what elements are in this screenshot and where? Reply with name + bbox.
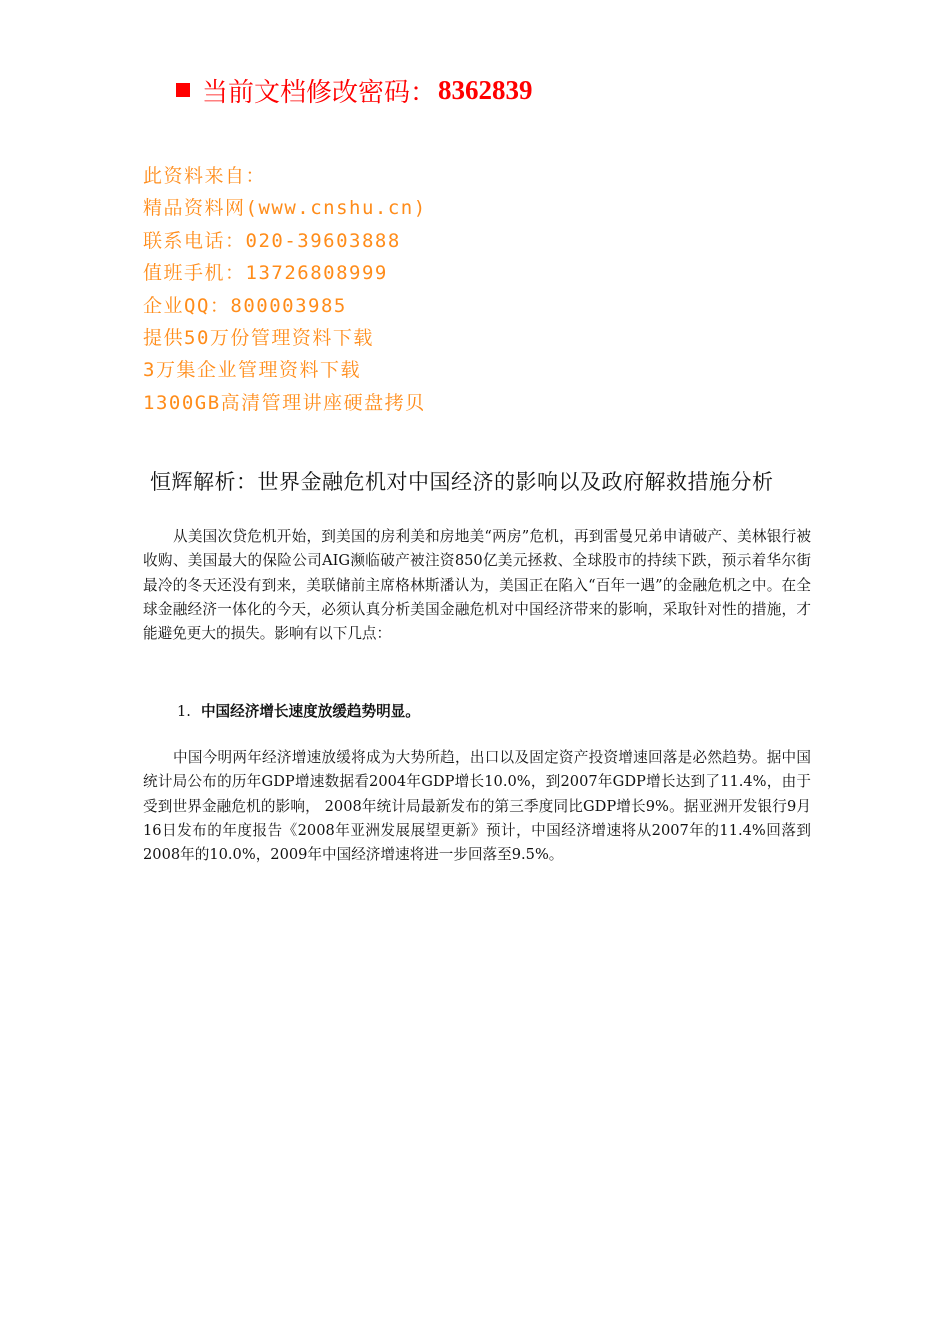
source-qq: 企业QQ：800003985 [143,294,347,317]
intro-paragraph: 从美国次贷危机开始，到美国的房利美和房地美“两房”危机，再到雷曼兄弟申请破产、美林银行被收购、美国最大的保险公司AIG濒临破产被注资850亿美元拯救、全球股市的持续下跌，预示着华尔街最冷的冬天还没有到来，美联储前主席格林斯潘认为，美国正在陷入“百年一遇”的金融危机之中。在全球金融经济一体化的今天，必须认真分析美国金融危机对中国经济带来的影响，采取针对性的措施，才能避免更大的损失。影响有以下几点： [143,528,811,643]
source-phone: 联系电话：020-39603888 [143,229,401,252]
section-heading [177,700,420,724]
source-offer-line: 提供50万份管理资料下载 [143,326,374,349]
source-offer-line: 1300GB高清管理讲座硬盘拷贝 [143,391,426,414]
password-label: 当前文档修改密码： [202,77,437,108]
source-line: 此资料来自： [143,165,267,187]
password-value: 8362839 [438,74,533,105]
section-paragraph: 中国今明两年经济增速放缓将成为大势所趋，出口以及固定资产投资增速回落是必然趋势。据中国统计局公布的历年GDP增速数据看2004年GDP增长10.0%，到2007年GDP增长达到了11.4%，由于受到世界金融危机的影响， 2008年统计局最新发布的第三季度同比GDP增长9%。据亚洲开发银行9月16日发布的年度报告《2008年亚洲发展展望更新》预计，中国经济增速将从2007年的11.4%回落到2008年的10.0%，2009年中国经济增速将进一步回落至9.5%。 [143,749,811,864]
section-heading-text: 中国经济增长速度放缓趋势明显。 [200,703,420,720]
red-square-icon [176,83,190,97]
source-info [143,160,427,419]
section-number: 1. [177,703,191,720]
source-website: 精品资料网(www.cnshu.cn) [143,197,427,220]
source-offer-line: 3万集企业管理资料下载 [143,359,361,382]
document-title: 恒辉解析：世界金融危机对中国经济的影响以及政府解救措施分析 [150,470,774,494]
source-mobile: 值班手机：13726808999 [143,262,388,285]
password-notice [176,70,533,110]
